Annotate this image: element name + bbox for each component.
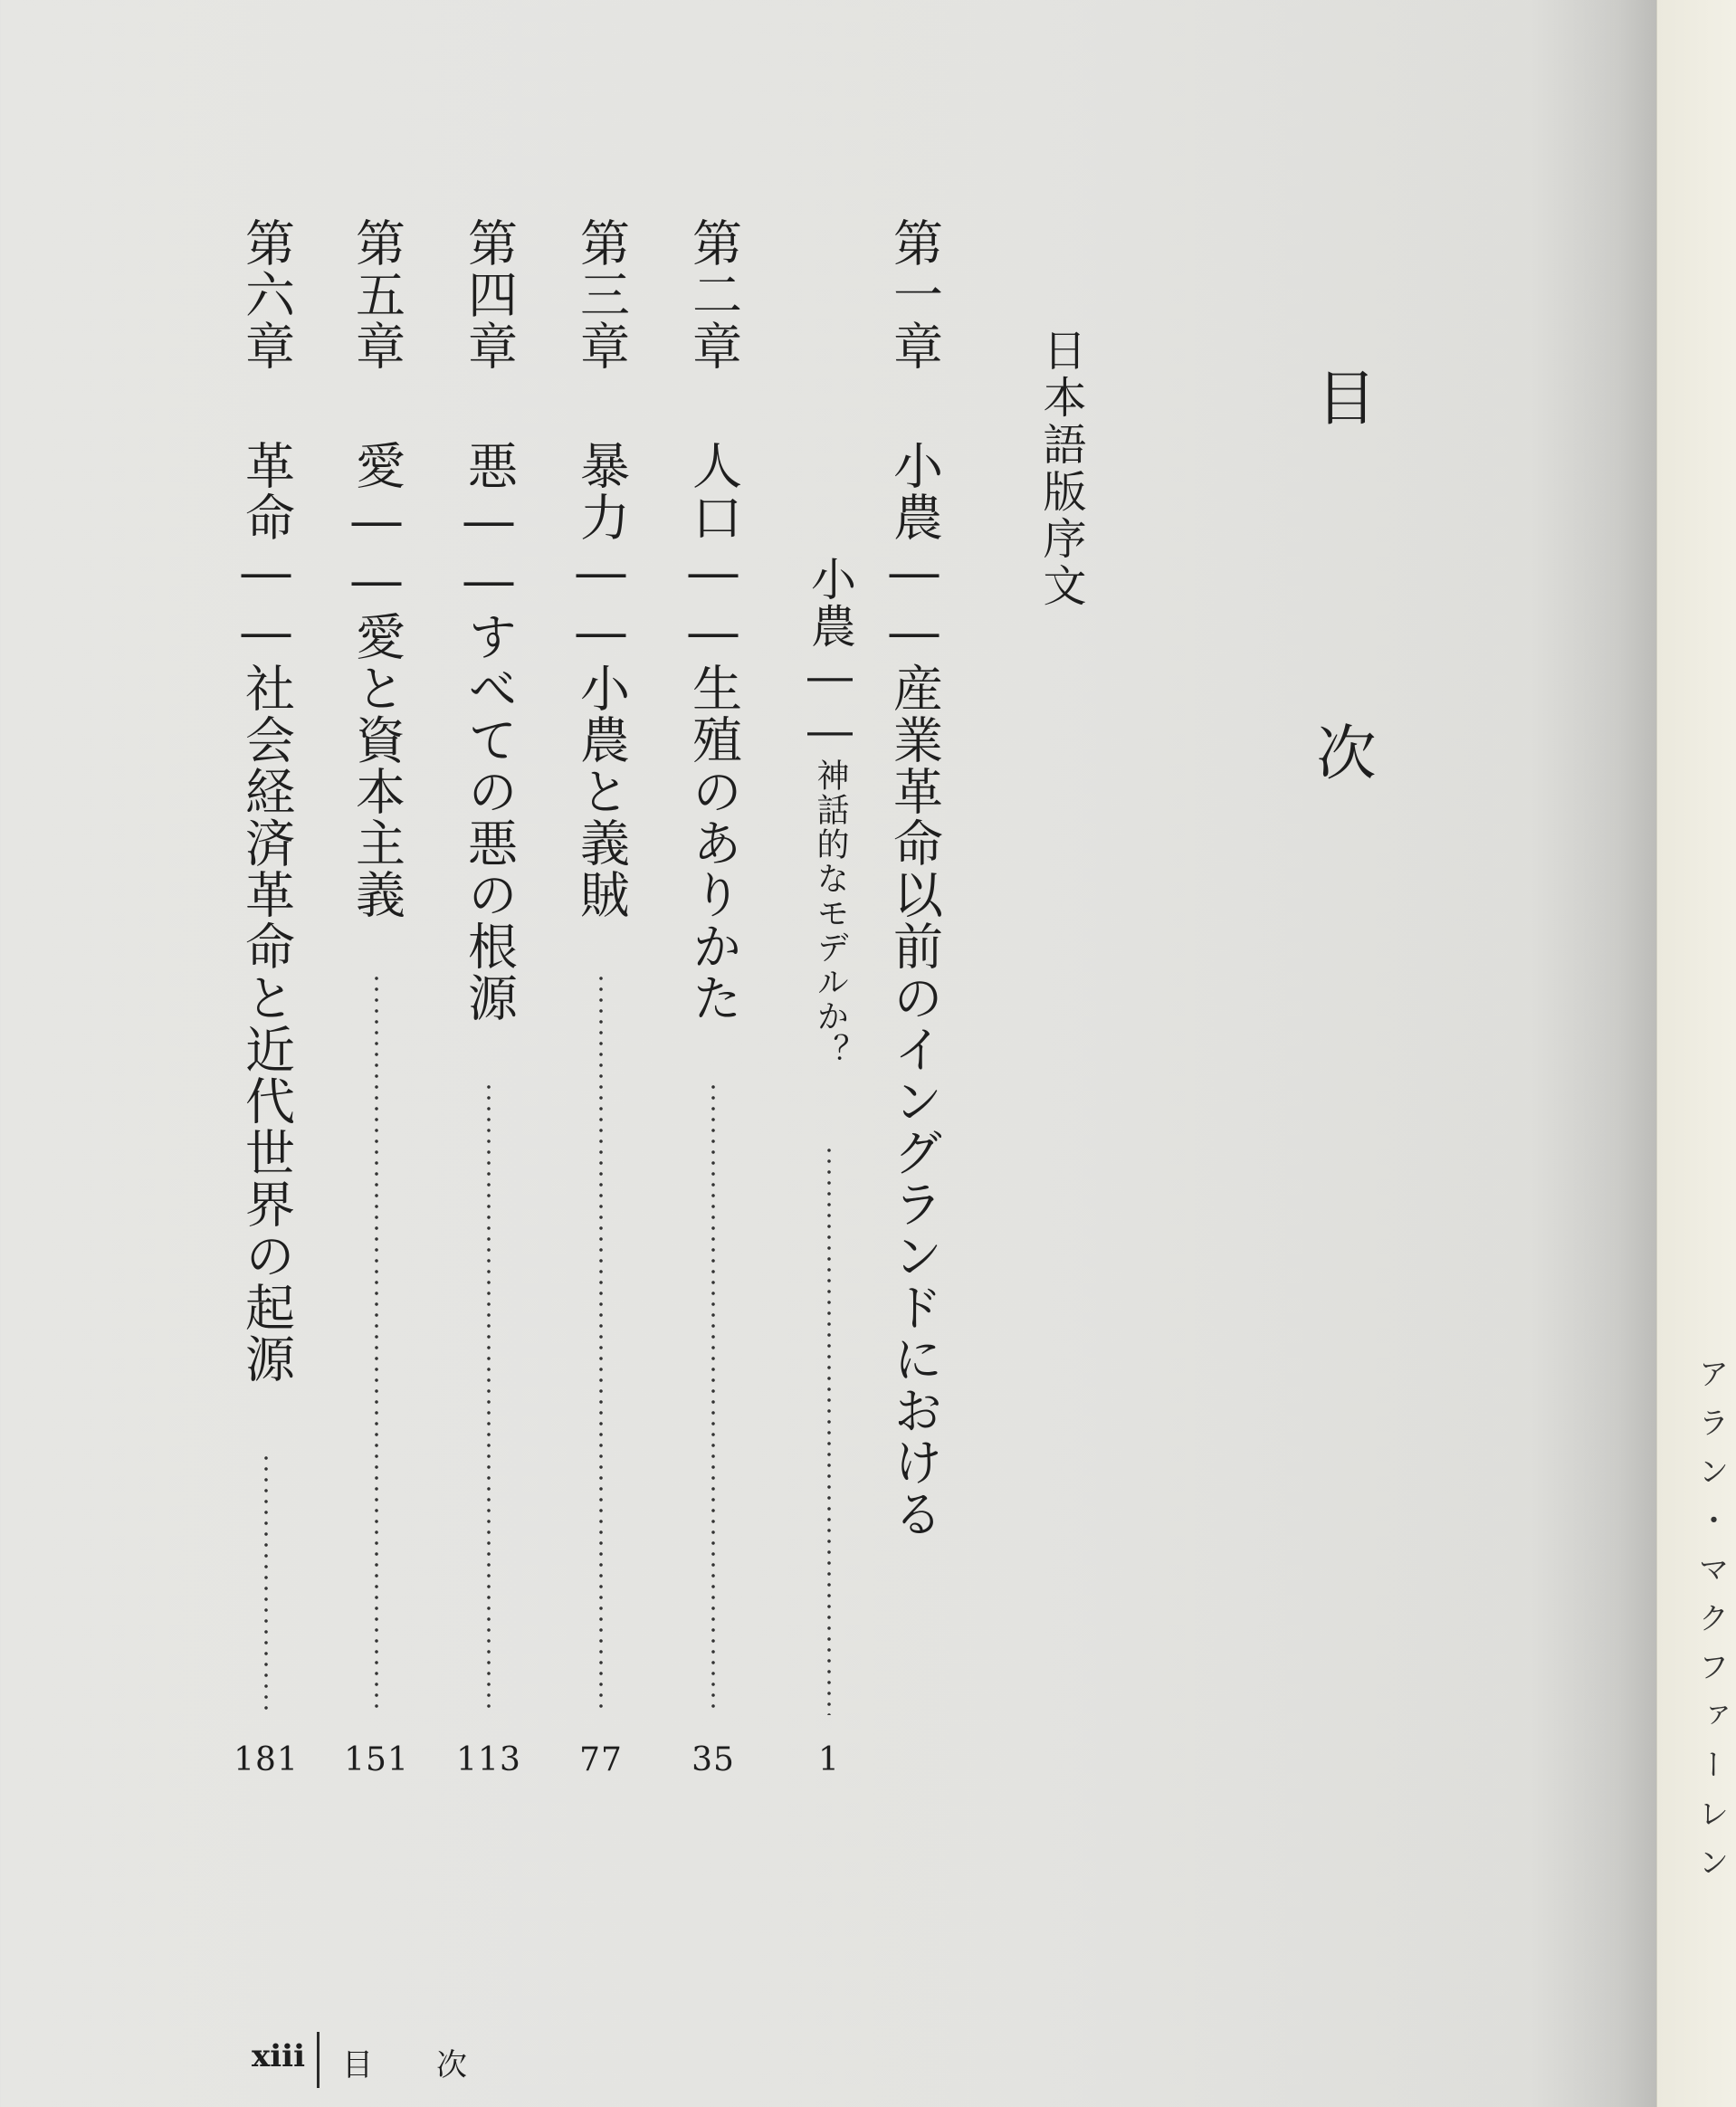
folio-running-head: 目次 xyxy=(342,2047,530,2083)
chapter-4-title: 悪――すべての悪の根源 xyxy=(460,440,518,1024)
chapter-6-title: 革命――社会経済革命と近代世界の起源 xyxy=(237,440,295,1385)
page-title: 目 次 xyxy=(1306,367,1376,899)
chapter-2-title: 人口――生殖のありかた xyxy=(684,440,742,1024)
folio-divider xyxy=(317,2032,320,2088)
chapter-1-label: 第一章 xyxy=(885,217,943,372)
chapter-1-title: 小農――産業革命以前のイングランドにおける xyxy=(885,440,943,1540)
chapter-1-page: 1 xyxy=(818,1741,840,1778)
chapter-2-leader-dots xyxy=(711,1082,715,1715)
chapter-5-leader-dots xyxy=(375,973,378,1715)
author-name: アラン・マクファーレン xyxy=(1693,1358,1729,1895)
chapter-2-label: 第二章 xyxy=(684,217,742,372)
chapter-5-page: 151 xyxy=(344,1741,409,1778)
chapter-1-subtitle xyxy=(804,556,856,1068)
chapter-3-leader-dots xyxy=(599,973,603,1715)
chapter-1-subtitle-small: 神話的なモデルか？ xyxy=(812,758,849,1068)
chapter-4-page: 113 xyxy=(456,1741,521,1778)
chapter-6-leader-dots xyxy=(264,1453,268,1715)
spine-shadow xyxy=(1530,0,1656,2107)
folio-page-number: xiii xyxy=(252,2038,306,2074)
chapter-5-title: 愛――愛と資本主義 xyxy=(348,440,405,920)
chapter-2-page: 35 xyxy=(692,1741,735,1778)
chapter-1-leader-dots xyxy=(827,1145,831,1715)
preface-entry: 日本語版序文 xyxy=(1035,328,1086,610)
chapter-4-label: 第四章 xyxy=(460,217,518,372)
chapter-4-leader-dots xyxy=(487,1082,491,1715)
chapter-6-page: 181 xyxy=(234,1741,299,1778)
chapter-3-title: 暴力――小農と義賊 xyxy=(572,440,630,920)
chapter-6-label: 第六章 xyxy=(237,217,295,372)
chapter-3-label: 第三章 xyxy=(572,217,630,372)
chapter-1-subtitle-main: 小農―― xyxy=(804,556,856,758)
chapter-3-page: 77 xyxy=(579,1741,623,1778)
chapter-5-label: 第五章 xyxy=(348,217,405,372)
